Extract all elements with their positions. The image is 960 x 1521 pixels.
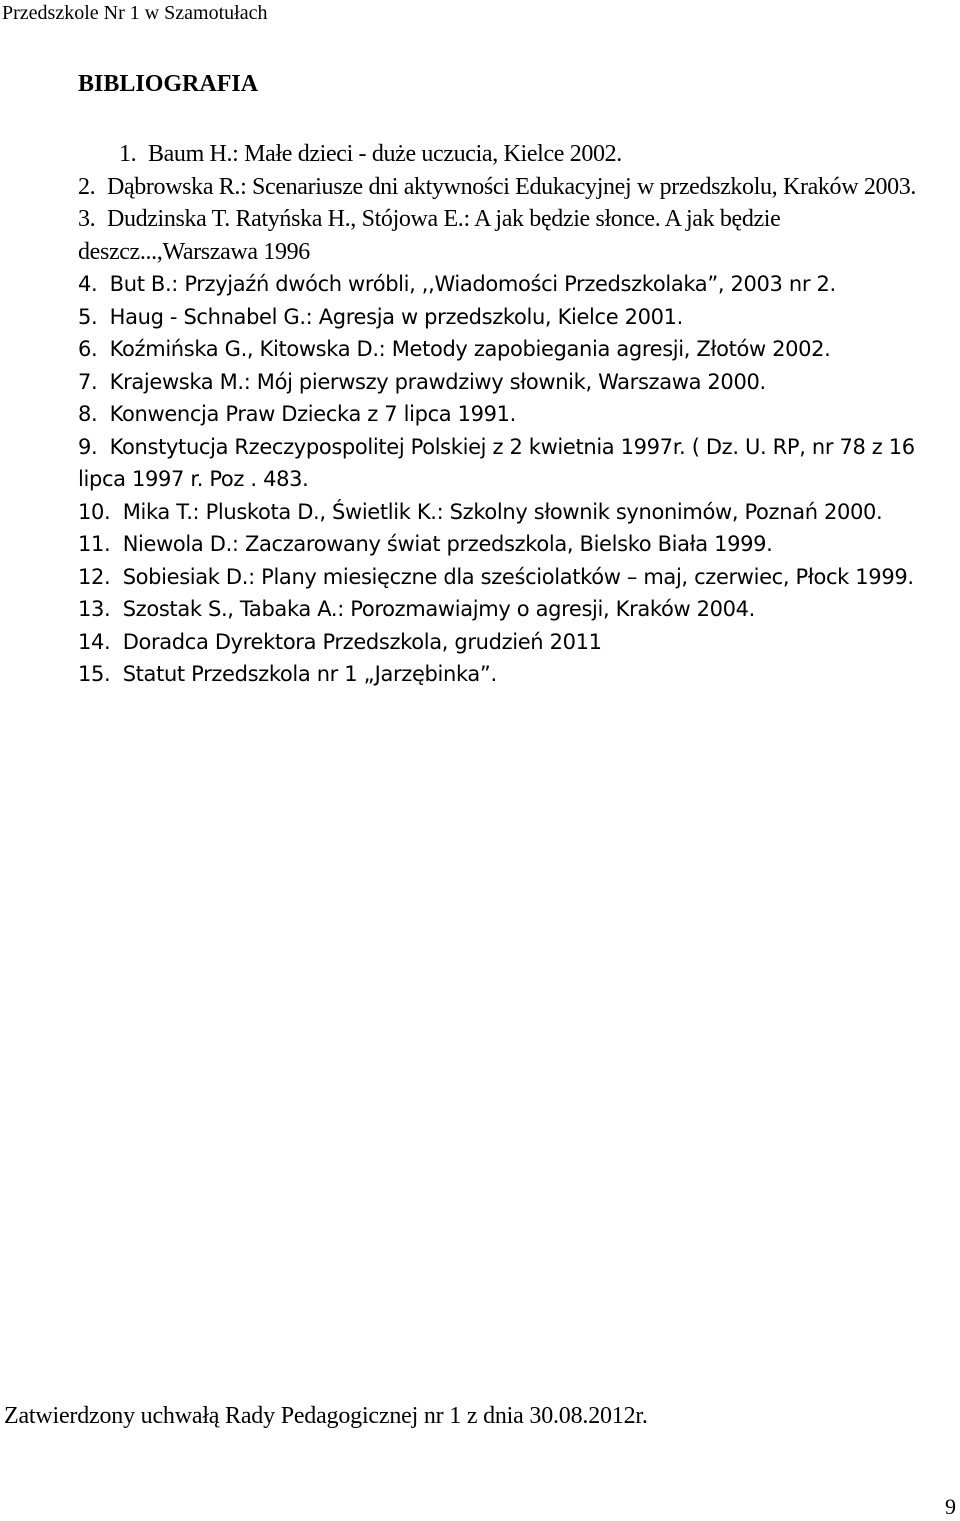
item-text: Krajewska M.: Mój pierwszy prawdziwy słownik, Warszawa 2000. xyxy=(109,369,766,394)
item-number: 7. xyxy=(78,369,98,394)
item-number: 6. xyxy=(78,337,98,361)
item-text: Konstytucja Rzeczypospolitej Polskiej z 2 kwietnia 1997r. ( Dz. U. RP, nr 78 z 16 lipca 1997 r. Poz . 483. xyxy=(78,434,915,491)
bibliography-item xyxy=(78,626,958,659)
item-number: 11. xyxy=(78,532,111,556)
item-number: 3. xyxy=(78,206,96,232)
item-text: Statut Przedszkola nr 1 „Jarzębinka”. xyxy=(122,662,497,686)
item-text: Konwencja Praw Dziecka z 7 lipca 1991. xyxy=(109,402,517,426)
item-number: 14. xyxy=(78,629,111,654)
item-number: 12. xyxy=(78,564,111,589)
approval-note: Zatwierdzony uchwałą Rady Pedagogicznej nr 1 z dnia 30.08.2012r. xyxy=(4,1403,648,1429)
item-text: Haug - Schnabel G.: Agresja w przedszkolu, Kielce 2001. xyxy=(109,304,684,329)
item-number: 9. xyxy=(78,434,98,459)
item-number: 10. xyxy=(78,499,111,524)
item-text: Sobiesiak D.: Plany miesięczne dla sześciolatków – maj, czerwiec, Płock 1999. xyxy=(122,564,914,589)
item-text: Doradca Dyrektora Przedszkola, grudzień 2011 xyxy=(122,629,602,654)
bibliography-item xyxy=(78,496,958,529)
bibliography-item xyxy=(78,398,958,431)
item-number: 2. xyxy=(78,173,96,200)
item-text: Koźmińska G., Kitowska D.: Metody zapobiegania agresji, Złotów 2002. xyxy=(109,337,831,361)
item-number: 13. xyxy=(78,597,111,621)
item-text: Szostak S., Tabaka A.: Porozmawiajmy o agresji, Kraków 2004. xyxy=(122,597,755,621)
document-title: BIBLIOGRAFIA xyxy=(78,71,259,97)
item-text: Dudzinska T. Ratyńska H., Stójowa E.: A jak będzie słonce. A jak będzie deszcz...,Warszawa 1996 xyxy=(78,206,781,265)
item-text: Dąbrowska R.: Scenariusze dni aktywności Edukacyjnej w przedszkolu, Kraków 2003. xyxy=(106,173,917,200)
bibliography-item xyxy=(78,203,958,268)
bibliography-item xyxy=(78,138,958,171)
bibliography-item xyxy=(78,366,958,399)
item-text: Mika T.: Pluskota D., Świetlik K.: Szkolny słownik synonimów, Poznań 2000. xyxy=(122,499,883,524)
item-text: Niewola D.: Zaczarowany świat przedszkola, Bielsko Biała 1999. xyxy=(122,532,773,556)
bibliography-item xyxy=(78,268,958,301)
bibliography-item xyxy=(78,301,958,334)
bibliography-item xyxy=(78,528,958,561)
item-number: 1. xyxy=(119,141,137,167)
item-number: 4. xyxy=(78,272,98,296)
item-number: 8. xyxy=(78,402,98,426)
page-header: Przedszkole Nr 1 w Szamotułach xyxy=(2,2,268,24)
bibliography-item xyxy=(78,561,958,594)
bibliography-item xyxy=(78,658,958,691)
bibliography-item xyxy=(78,431,958,496)
page-number: 9 xyxy=(945,1494,956,1519)
bibliography-item xyxy=(78,333,958,366)
item-number: 15. xyxy=(78,662,111,686)
item-text: But B.: Przyjaźń dwóch wróbli, ,,Wiadomości Przedszkolaka”, 2003 nr 2. xyxy=(109,272,836,296)
bibliography-list xyxy=(78,138,958,691)
item-number: 5. xyxy=(78,304,98,329)
bibliography-item xyxy=(78,593,958,626)
item-text: Baum H.: Małe dzieci - duże uczucia, Kielce 2002. xyxy=(147,141,622,167)
bibliography-item xyxy=(78,171,958,204)
